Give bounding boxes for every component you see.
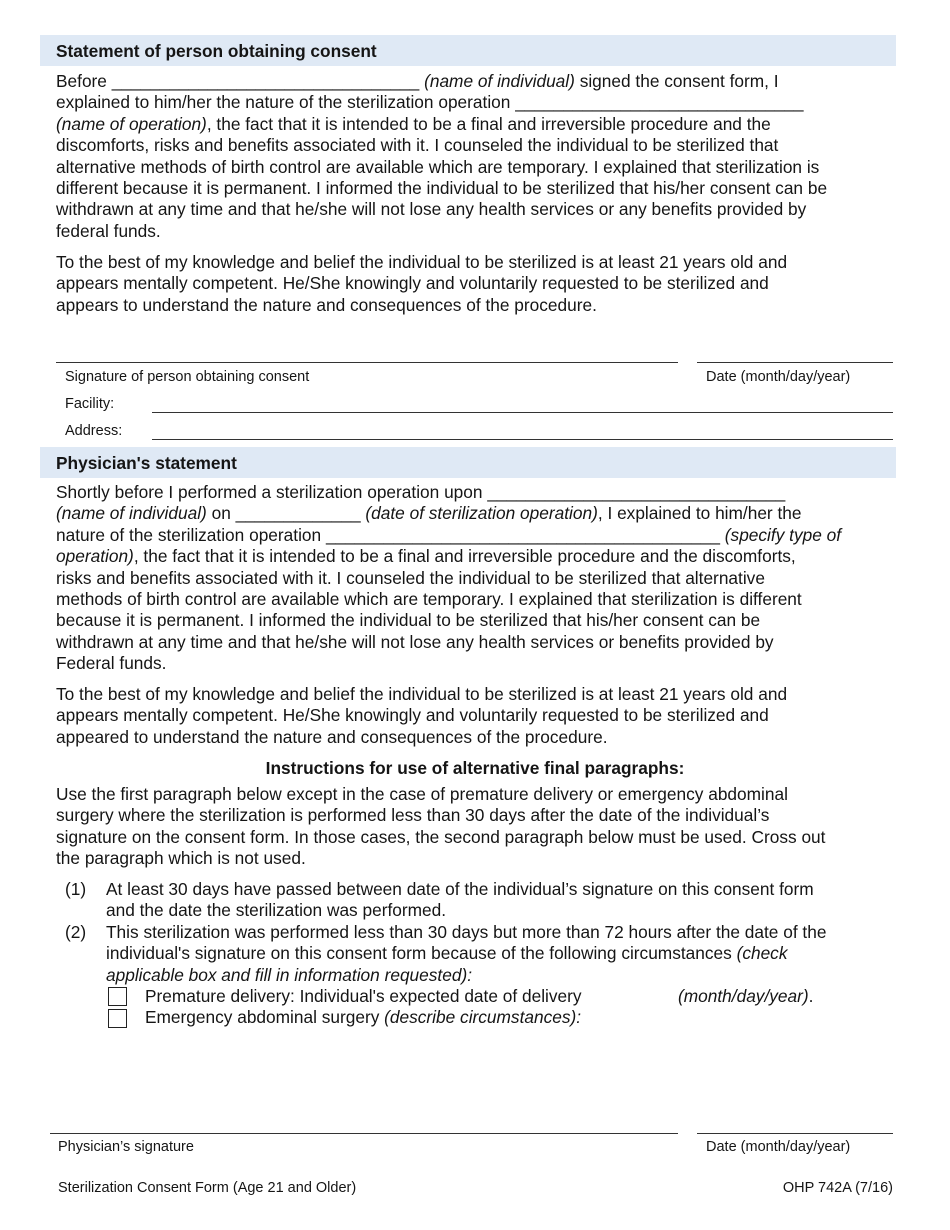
- italic-text: (date of sterilization operation): [365, 503, 598, 524]
- text-segment: appears mentally competent. He/She knowingly and voluntarily requested to be sterilized and: [56, 705, 769, 726]
- text-line: [56, 784, 788, 805]
- italic-text: (specify type of: [724, 524, 842, 545]
- italic-text: (name of individual): [56, 503, 207, 524]
- text-segment: , I explained to him/her the: [597, 503, 802, 524]
- text-line: [678, 986, 813, 1007]
- text-segment: withdrawn at any time and that he/she will not lose any health services or any benefits provided by: [56, 199, 807, 220]
- signature-label: Signature of person obtaining consent: [65, 369, 310, 385]
- text-segment: alternative methods of birth control are available which are temporary. I explained that sterilization is: [56, 156, 820, 177]
- facility-field[interactable]: [152, 412, 893, 413]
- text-line: [106, 900, 446, 921]
- italic-text: (check: [736, 943, 788, 964]
- text-line: [56, 178, 827, 199]
- text-line: [56, 525, 841, 546]
- text-segment: risks and benefits associated with it. I counseled the individual to be sterilized that alternative: [56, 567, 765, 588]
- date-line[interactable]: [697, 362, 893, 363]
- text-line: [56, 157, 819, 178]
- text-segment: Federal funds.: [56, 653, 167, 674]
- address-label: Address:: [65, 423, 123, 439]
- emergency-surgery-checkbox[interactable]: [108, 1009, 127, 1028]
- premature-delivery-checkbox[interactable]: [108, 987, 127, 1006]
- item-number: (2): [65, 922, 87, 942]
- text-line: [56, 684, 787, 705]
- text-line: [56, 92, 804, 113]
- text-segment: surgery where the sterilization is performed less than 30 days after the date of the individual’s: [56, 805, 770, 826]
- text-line: [56, 827, 825, 848]
- text-segment: appears to understand the nature and consequences of the procedure.: [56, 294, 597, 315]
- text-segment: withdrawn at any time and that he/she will not lose any health services or benefits provided by: [56, 631, 774, 652]
- text-line: [56, 135, 778, 156]
- text-segment: discomforts, risks and benefits associated with it. I counseled the individual to be sterilized that: [56, 135, 779, 156]
- italic-text: operation): [56, 546, 134, 567]
- text-line: [56, 252, 787, 273]
- physician-date-line[interactable]: [697, 1133, 893, 1134]
- text-segment: individual's signature on this consent form because of the following circumstances: [106, 943, 737, 964]
- physician-signature-line[interactable]: [50, 1133, 678, 1134]
- address-field[interactable]: [152, 439, 893, 440]
- text-line: [56, 114, 771, 135]
- italic-text: (name of individual): [424, 71, 575, 91]
- text-line: [106, 922, 826, 943]
- footer-form-number: OHP 742A (7/16): [782, 1180, 893, 1196]
- physician-date-label: Date (month/day/year): [706, 1139, 851, 1155]
- text-segment: Before ________________________________: [56, 71, 425, 91]
- text-line: [56, 848, 306, 869]
- text-line: [106, 943, 787, 964]
- text-segment: At least 30 days have passed between date of the individual’s signature on this consent form: [106, 879, 814, 899]
- text-line: [56, 610, 760, 631]
- text-line: [56, 295, 597, 316]
- section-title: Statement of person obtaining consent: [56, 41, 377, 61]
- text-segment: explained to him/her the nature of the sterilization operation ______________________________: [56, 92, 804, 113]
- text-segment: Emergency abdominal surgery: [145, 1007, 385, 1027]
- text-line: [56, 221, 161, 242]
- text-segment: signed the consent form, I: [574, 71, 779, 91]
- text-segment: and the date the sterilization was performed.: [106, 900, 447, 921]
- text-line: [56, 199, 806, 220]
- text-segment: This sterilization was performed less than 30 days but more than 72 hours after the date of the: [106, 922, 827, 942]
- instructions-title: Instructions for use of alternative final paragraphs:: [265, 758, 685, 778]
- text-segment: Shortly before I performed a sterilization operation upon _______________________________: [56, 482, 786, 502]
- text-segment: appeared to understand the nature and consequences of the procedure.: [56, 726, 608, 747]
- text-line: [56, 482, 785, 503]
- text-line: [145, 1007, 581, 1028]
- text-line: [56, 568, 765, 589]
- text-line: [56, 546, 796, 567]
- text-line: [56, 632, 774, 653]
- text-line: [56, 705, 769, 726]
- text-line: [56, 273, 769, 294]
- text-segment: .: [808, 986, 814, 1006]
- section-title: Physician's statement: [56, 453, 237, 473]
- text-segment: methods of birth control are available which are temporary. I explained that sterilization is different: [56, 589, 802, 609]
- text-line: [56, 727, 608, 748]
- italic-text: (name of operation): [56, 113, 207, 134]
- text-segment: signature on the consent form. In those cases, the second paragraph below must be used. Cross out: [56, 826, 826, 847]
- text-segment: To the best of my knowledge and belief the individual to be sterilized is at least 21 years old and: [56, 684, 788, 704]
- text-segment: appears mentally competent. He/She knowingly and voluntarily requested to be sterilized and: [56, 273, 769, 294]
- text-segment: nature of the sterilization operation _________________________________________: [56, 524, 725, 545]
- text-line: [56, 589, 802, 610]
- facility-label: Facility:: [65, 396, 115, 412]
- text-line: [56, 71, 779, 92]
- italic-text: (month/day/year): [678, 986, 809, 1006]
- footer-form-title: Sterilization Consent Form (Age 21 and Older): [58, 1180, 357, 1196]
- text-line: [106, 965, 472, 986]
- date-label: Date (month/day/year): [706, 369, 851, 385]
- text-segment: the paragraph which is not used.: [56, 848, 306, 869]
- text-segment: Premature delivery: Individual's expected date of delivery: [145, 986, 582, 1006]
- text-segment: federal funds.: [56, 220, 161, 241]
- text-segment: , the fact that it is intended to be a final and irreversible procedure and the discomforts,: [133, 546, 796, 567]
- text-segment: Use the first paragraph below except in the case of premature delivery or emergency abdominal: [56, 784, 788, 804]
- signature-line[interactable]: [56, 362, 678, 363]
- italic-text: (describe circumstances):: [384, 1007, 582, 1027]
- text-segment: different because it is permanent. I informed the individual to be sterilized that his/her consent can be: [56, 178, 828, 198]
- text-line: [106, 879, 814, 900]
- section-header: [40, 35, 896, 66]
- text-segment: To the best of my knowledge and belief the individual to be sterilized is at least 21 years old and: [56, 252, 788, 272]
- physician-signature-label: Physician’s signature: [58, 1139, 194, 1155]
- item-number: (1): [65, 879, 87, 899]
- text-line: [56, 805, 769, 826]
- text-segment: , the fact that it is intended to be a final and irreversible procedure and the: [206, 113, 771, 134]
- text-line: [56, 503, 802, 524]
- text-line: [145, 986, 582, 1007]
- text-segment: because it is permanent. I informed the individual to be sterilized that his/her consent can be: [56, 610, 761, 631]
- italic-text: applicable box and fill in information requested):: [106, 964, 473, 985]
- text-line: [56, 653, 166, 674]
- text-segment: on _____________: [206, 503, 366, 524]
- section-header: [40, 447, 896, 478]
